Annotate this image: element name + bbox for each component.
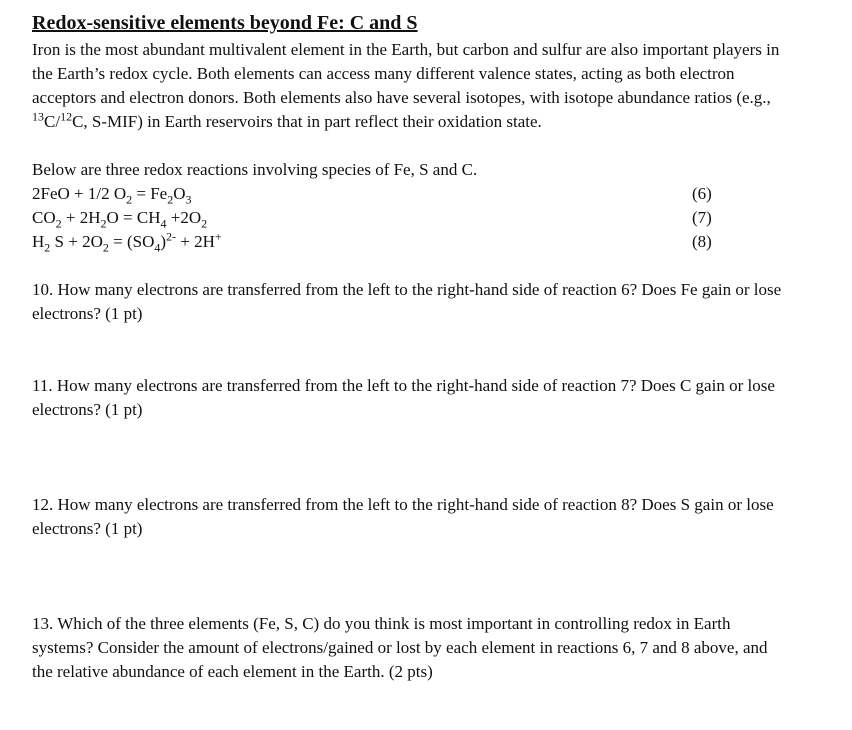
reaction-7-equation: $CO_2 + 2H_2O = CH_4 +2O_2$ xyxy=(32,208,208,231)
isotope-13-superscript: 13 xyxy=(32,109,44,124)
question-12: 12. How many electrons are transferred from the left to the right-hand side of reaction 8? Does S gain or lose electrons? (1 pt) xyxy=(32,495,774,538)
question-13: 13. Which of the three elements (Fe, S, C) do you think is most important in controlling redox in Earth systems? Consider the amount of electrons/gained or lost by each element in reactions 6, 7 and 8 above, and the relative abundance of each element in the Earth. (2 pts) xyxy=(32,614,768,681)
reaction-6 xyxy=(32,182,722,206)
reaction-7 xyxy=(32,206,722,230)
intro-paragraph xyxy=(32,38,792,134)
question-11: 11. How many electrons are transferred from the left to the right-hand side of reaction 7? Does C gain or lose electrons? (1 pt) xyxy=(32,376,775,419)
intro-text-2: C, S-MIF) in Earth reservoirs that in part reflect their oxidation state. xyxy=(72,112,542,131)
reaction-6-equation: 2FeO + 1/2 $O_2 = Fe_2O_3$ xyxy=(32,184,192,207)
document-page xyxy=(32,10,792,684)
reaction-8 xyxy=(32,230,722,254)
reaction-6-number: (6) xyxy=(692,184,712,203)
intro-text-c: C/ xyxy=(44,112,61,131)
question-10: 10. How many electrons are transferred from the left to the right-hand side of reaction 6? Does Fe gain or lose electrons? (1 pt) xyxy=(32,280,782,323)
reaction-list xyxy=(32,182,792,254)
reaction-8-number: (8) xyxy=(692,232,712,251)
intro-text-1: Iron is the most abundant multivalent element in the Earth, but carbon and sulfur are also important players in the Earth’s redox cycle. Both elements can access many different valence states, acting as both electron acceptors and electron donors. Both elements also have several isotopes, with isotope abundance ratios (e.g., xyxy=(32,40,780,107)
isotope-12-superscript: 12 xyxy=(60,109,73,124)
reaction-7-number: (7) xyxy=(692,208,712,227)
reactions-intro: Below are three redox reactions involving species of Fe, S and C. xyxy=(32,160,478,179)
page-title: Redox-sensitive elements beyond Fe: C and S xyxy=(32,12,418,34)
reaction-8-equation: $H_2$ $S + 2O_2 = (SO_4)^{2-} + 2H^+$ xyxy=(32,229,222,255)
